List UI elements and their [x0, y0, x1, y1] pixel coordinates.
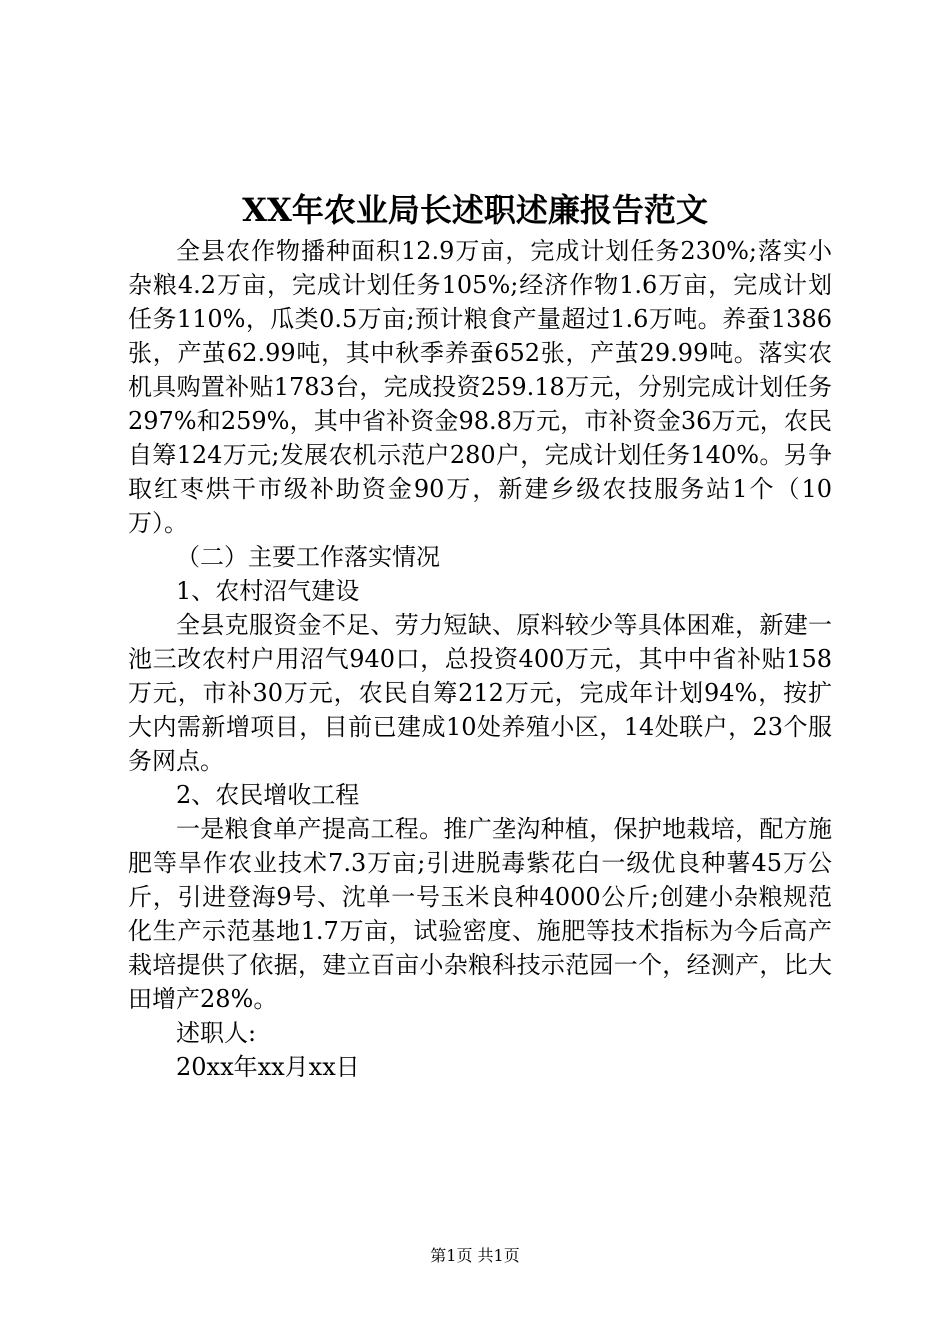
report-date: 20xx年xx月xx日 [176, 1053, 360, 1081]
document-body [128, 234, 832, 1084]
biogas-paragraph: 全县克服资金不足、劳力短缺、原料较少等具体困难，新建一池三改农村户用沼气940口，总投资400万元，其中中省补贴158万元，市补30万元，农民自筹212万元，完成年计划94%，按扩大内需新增项目，目前已建成10处养殖小区，14处联户，23个服务网点。 [128, 611, 832, 775]
income-paragraph: 一是粮食单产提高工程。推广垄沟种植，保护地栽培，配方施肥等旱作农业技术7.3万亩;引进脱毒紫花白一级优良种薯45万公斤，引进登海9号、沈单一号玉米良种4000公斤;创建小杂粮规范化生产示范基地1.7万亩，试验密度、施肥等技术指标为今后高产栽培提供了依据，建立百亩小杂粮科技示范园一个，经测产，比大田增产28%。 [128, 815, 832, 1013]
summary-paragraph: 全县农作物播种面积12.9万亩，完成计划任务230%;落实小杂粮4.2万亩，完成计划任务105%;经济作物1.6万亩，完成计划任务110%，瓜类0.5万亩;预计粮食产量超过1.6万吨。养蚕1386张，产茧62.99吨，其中秋季养蚕652张，产茧29.99吨。落实农机具购置补贴1783台，完成投资259.18万元，分别完成计划任务297%和259%，其中省补资金98.8万元，市补资金36万元，农民自筹124万元;发展农机示范户280户，完成计划任务140%。另争取红枣烘干市级补助资金90万，新建乡级农技服务站1个（10万）。 [128, 237, 832, 537]
document-title: XX年农业局长述职述廉报告范文 [242, 191, 708, 229]
subsection-heading-biogas: 1、农村沼气建设 [176, 577, 360, 605]
section-heading: （二）主要工作落实情况 [176, 543, 440, 571]
reporter-label: 述职人: [176, 1019, 257, 1047]
page-footer: 第1页 共1页 [430, 1246, 520, 1265]
subsection-heading-income: 2、农民增收工程 [176, 781, 360, 809]
